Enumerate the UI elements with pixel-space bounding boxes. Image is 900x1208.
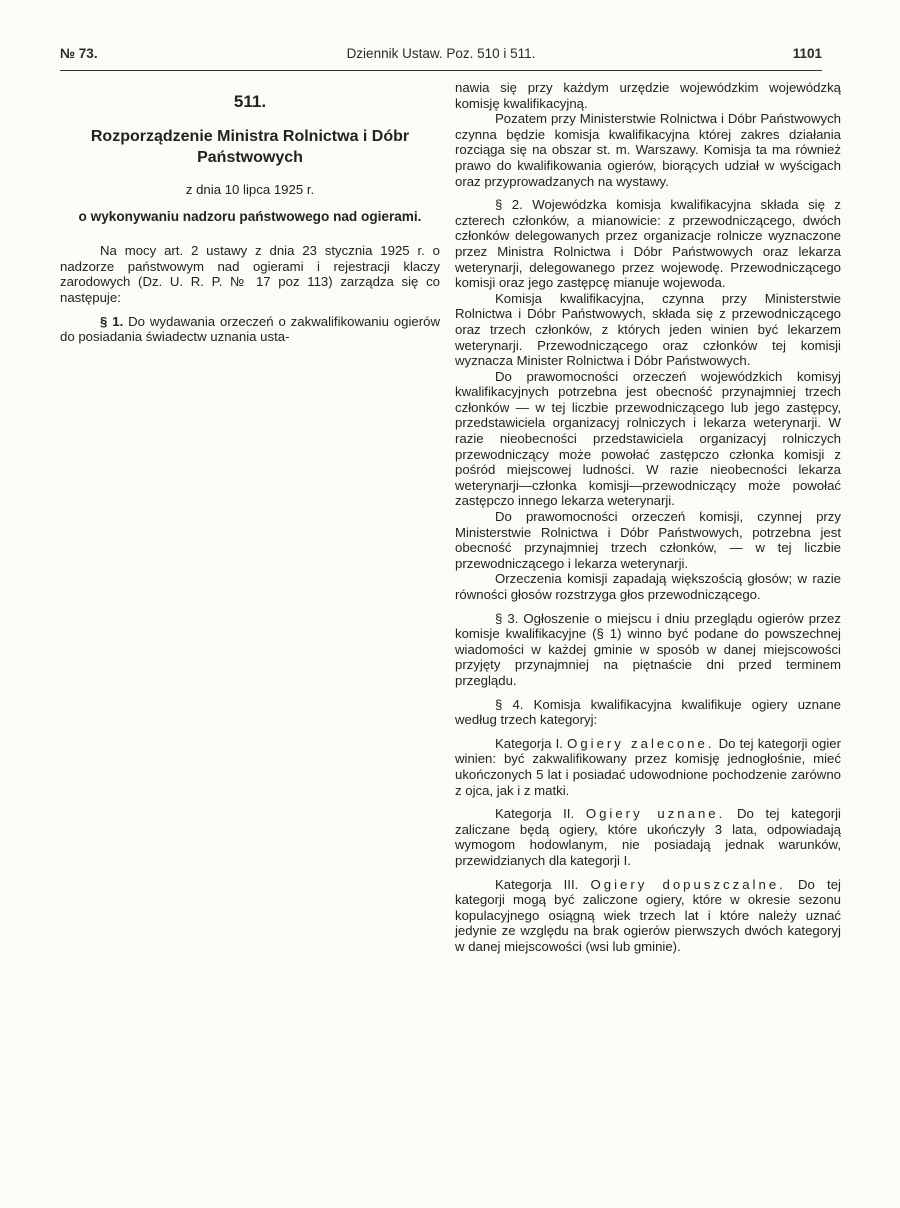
category-2-label: Kategorja II. [495,806,575,822]
left-column [60,80,440,345]
journal-title: Dziennik Ustaw. Poz. 510 i 511. [346,46,536,61]
issue-number: № 73. [60,46,98,61]
category-1-text: Do tej kategorji ogier winien: być zakwalifikowany przez komisję jednogłośnie, mieć ukończonych 5 lat i posiadać udowodnione pochodzenie zarówno z ojca, jak i z matki. [455,735,841,798]
category-1-label: Kategorja I. [495,735,563,751]
header-rule [60,70,822,71]
regulation-title: Rozporządzenie Ministra Rolnictwa i Dóbr Państwowych [90,127,410,166]
paragraph-quorum-voivodeship: Do prawomocności orzeczeń wojewódzkich komisyj kwalifikacyjnych potrzebna jest obecność przynajmniej trzech członków — w tej liczbie przewodniczącego lub jego zastępcy, przedstawiciela organizacyj rolniczych i lekarza weterynarji. W razie nieobecności przedstawiciela organizacyj rolniczych przewodniczący może powołać zastępczo członka komisji z pośród miejscowej ludności. W razie nieobecności lekarza weterynarji—członka komisji—przewodniczący może powołać zastępczo innego lekarza weterynarji. [455,368,841,509]
category-2-name: Ogiery uznane. [585,806,726,822]
running-header [60,46,822,70]
category-2-text: Do tej kategorji zaliczane będą ogiery, które ukończyły 3 lata, odpowiadają wymogom hodowlanym, nie posiadają jednak warunków, przewidzianych dla kategorji I. [455,806,841,868]
section-1-text: Do wydawania orzeczeń o zakwalifikowaniu ogierów do posiadania świadectw uznania usta- [60,313,440,345]
paragraph-continuation: nawia się przy każdym urzędzie wojewódzkim wojewódzką komisję kwalifikacyjną. [455,80,841,111]
category-3 [455,877,841,955]
category-2 [455,806,841,868]
category-3-text: Do tej kategorji mogą być zaliczone ogiery, które w okresie sezonu kopulacyjnego osiągną wiek trzech lat i które należy uznać jedynie ze względu na brak ogierów pierwszych dwóch kategoryj w danej miejscowości (wsi lub gminie). [455,876,841,954]
paragraph-ministry-composition: Komisja kwalifikacyjna, czynna przy Ministerstwie Rolnictwa i Dóbr Państwowych, składa się z przewodniczącego oraz trzech członków, z których jeden winien być lekarzem weterynarji. Przewodniczącego oraz członków tej komisji wyznacza Minister Rolnictwa i Dóbr Państwowych. [455,290,841,369]
section-3: § 3. Ogłoszenie o miejscu i dniu przeglądu ogierów przez komisje kwalifikacyjne (§ 1) winno być podane do powszechnej wiadomości w każdej gminie w sposób w danej miejscowości przyjęty przynajmniej na piętnaście dni przed terminem przeglądu. [455,610,841,688]
section-4: § 4. Komisja kwalifikacyjna kwalifikuje ogiery uznane według trzech kategoryj: [455,696,841,728]
section-2: § 2. Wojewódzka komisja kwalifikacyjna składa się z czterech członków, a mianowicie: z przewodniczącego, dwóch członków delegowanych przez organizacje rolnicze wyznaczone przez Ministra Rolnictwa i Dóbr Państwowych oraz lekarza weterynarji, delegowanego przez wojewodę. Przewodniczącego komisji oraz jego zastępcę mianuje wojewoda. [455,197,841,291]
category-1-name: Ogiery zalecone. [567,735,715,751]
section-1 [60,314,440,345]
paragraph-majority-vote: Orzeczenia komisji zapadają większością głosów; w razie równości głosów rozstrzyga głos przewodniczącego. [455,571,841,602]
intro-paragraph: Na mocy art. 2 ustawy z dnia 23 stycznia 1925 r. o nadzorze państwowym nad ogierami i rejestracji klaczy zarodowych (Dz. U. R. P. № 17 poz 113) zarządza się co następuje: [60,243,440,305]
regulation-number: 511. [233,92,267,111]
category-3-label: Kategorja III. [495,876,579,892]
category-3-name: Ogiery dopuszczalne. [590,876,786,892]
section-1-lead: § 1. [100,313,124,329]
paragraph-quorum-ministry: Do prawomocności orzeczeń komisji, czynnej przy Ministerstwie Rolnictwa i Dóbr Państwowych, potrzebna jest obecność przynajmniej trzech członków, — w tej liczbie przewodniczącego i lekarza weterynarji. [455,509,841,571]
regulation-date: z dnia 10 lipca 1925 r. [185,181,315,197]
page-number: 1101 [792,46,822,61]
category-1 [455,736,841,798]
right-column [455,80,841,954]
paragraph-ministry-commission: Pozatem przy Ministerstwie Rolnictwa i Dóbr Państwowych czynna będzie komisja kwalifikacyjna której zakres działania rozciąga się na obszar st. m. Warszawy. Komisja ta ma również prawo do kwalifikowania ogierów, biorących udział w wyścigach oraz przyprowadzanych na wystawy. [455,111,841,189]
regulation-subject: o wykonywaniu nadzoru państwowego nad ogierami. [78,209,422,225]
